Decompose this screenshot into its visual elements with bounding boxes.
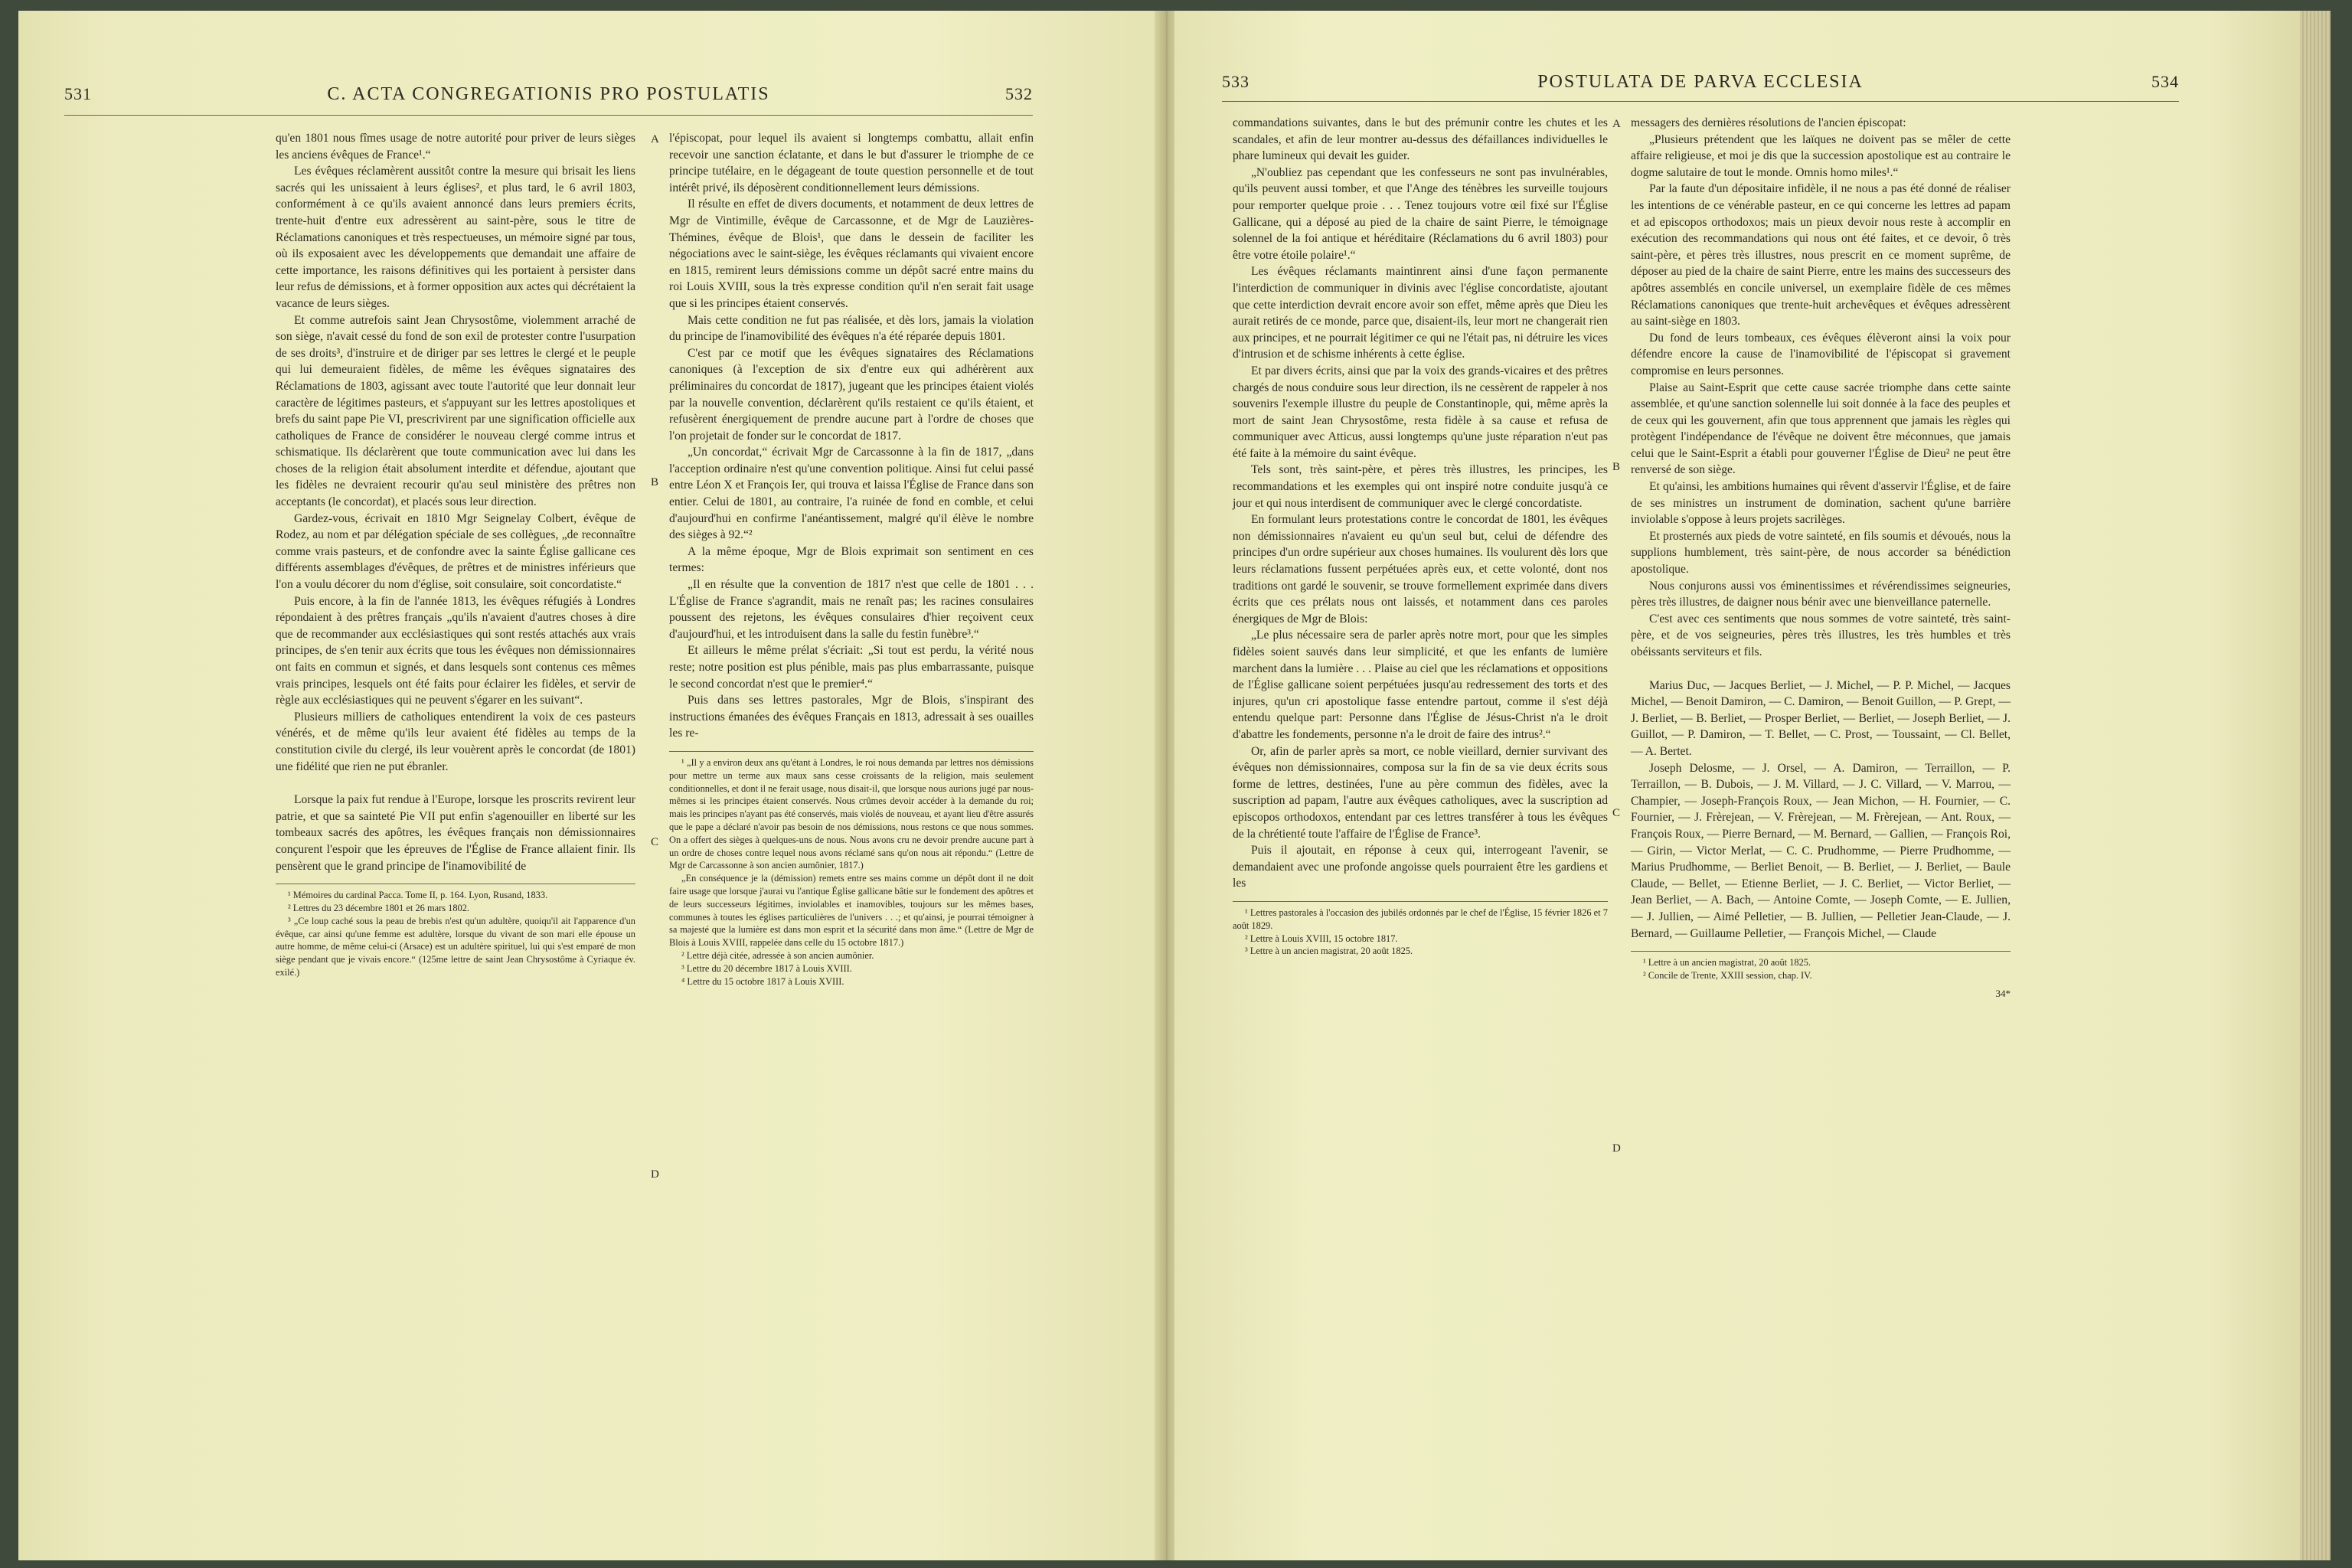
signatures <box>1631 678 2011 942</box>
footnote: ² Lettres du 23 décembre 1801 et 26 mars 1802. <box>288 902 470 913</box>
footnote: ¹ „Il y a environ deux ans qu'étant à Londres, le roi nous demanda par lettres nos démissions pour mettre un terme aux maux sans cesse croissants de la religion, mais seulement conditionnelles, et dont il ne ferait usage, nous disait-il, que lorsque nous aurions jugé par nous-mêmes si les principes étaient conservés. Nous crûmes devoir accéder à la demande du roi; mais les principes n'ayant pas été conservés, mais violés de nouveau, et ayant lieu d'être assurés que le pape a déclaré n'avoir pas besoin de nos démissions, nous restons ce que nous sommes. On a offert des sièges à quelques-uns de nous. Nous avons cru ne devoir prendre aucune part à un ordre de choses contre lequel nous avons réclamé sans qu'on nous ait répondu.“ (Lettre de Mgr de Carcassonne à son ancien aumônier, 1817.) <box>669 756 1034 871</box>
left-running-head <box>64 84 1033 105</box>
footnotes <box>276 884 635 979</box>
footnote: ³ Lettre du 20 décembre 1817 à Louis XVIII. <box>681 962 852 974</box>
footnotes <box>1233 901 1608 958</box>
margin-letter: D <box>651 1168 659 1181</box>
paragraph: Nous conjurons aussi vos éminentissimes et révérendissimes seigneuries, pères très illustres, de daigner nous bénir avec une bienveillance paternelle. <box>1631 579 2011 609</box>
open-book <box>18 11 2323 1560</box>
left-column-1 <box>276 130 635 979</box>
signature-mark: 34* <box>1995 987 2011 999</box>
paragraph: Et par divers écrits, ainsi que par la voix des grands-vicaires et des prêtres chargés de nous conduire sous leur direction, ils ne cessèrent de rappeler à nos souvenirs l'exemple illustre du peuple de Constantinople, qui, même après la mort de saint Jean Chrysostôme, resta fidèle à sa cause et refusa de communiquer avec Atticus, aussi longtemps qu'une juste réparation n'eut pas été faite à la mémoire du saint évêque. <box>1233 364 1608 460</box>
left-column-2 <box>669 130 1034 988</box>
paragraph: Et comme autrefois saint Jean Chrysostôme, violemment arraché de son siège, n'avait cessé du fond de son exil de protester contre l'usurpation de ses droits³, d'instruire et de diriger par ses lettres le clergé et le peuple qui lui demeuraient fidèles, de même les évêques signataires des Réclamations de 1803, agissant avec toute l'autorité que leur donnait leur caractère de légitimes pasteurs, et s'appuyant sur les lettres apostoliques et brefs du saint pape Pie VI, prescrivirent par une signification officielle aux catholiques de France de considérer le nouveau clergé comme intrus et schismatique. Ils déclarèrent que toute communication avec lui dans les choses de la religion était absolument interdite et défendue, ajoutant que les fidèles ne devraient recourir qu'au seul ministère des prêtres non acceptants (le concordat), et placés sous leur direction. <box>276 313 635 509</box>
paragraph: Or, afin de parler après sa mort, ce noble vieillard, dernier survivant des évêques non démissionnaires, composa sur la fin de sa vie deux écrits sous forme de lettres, destinées, l'une au père commun des fidèles, avec la suscription ad papam, l'autre aux évêques catholiques, avec la suscription ad episcopos orthodoxos, entendant par ces lettres transférer à tous les évêques de la chrétienté toute l'affaire de l'Église de France³. <box>1233 744 1608 841</box>
paragraph: Mais cette condition ne fut pas réalisée, et dès lors, jamais la violation du principe de l'inamovibilité des évêques n'a été réparée depuis 1801. <box>669 313 1034 344</box>
paragraph: „Plusieurs prétendent que les laïques ne doivent pas se mêler de cette affaire religieuse, et moi je dis que la succession apostolique est au contraire le dogme salutaire de tout le monde. Omnis homo miles¹.“ <box>1631 132 2011 179</box>
footnote: ² Concile de Trente, XXIII session, chap. IV. <box>1643 969 1812 981</box>
right-page <box>1174 11 2300 1560</box>
paragraph: Par la faute d'un dépositaire infidèle, il ne nous a pas été donné de réaliser les intentions de ce vénérable pasteur, en ce qui concerne les lettres ad papam et ad episcopos orthodoxos; mais un pieux devoir nous reste à accomplir en exécution des recommandations qui nous ont été faites, et ce devoir, ô très saint-père, et pères très illustres, nous prescrit en ce moment suprême, de déposer au pied de la chaire de saint Pierre, entre les mains des successeurs des apôtres assemblés en concile universel, un exemplaire fidèle de ces mêmes Réclamations canoniques que trente-huit archevêques et évêques adressèrent au saint-siège en 1803. <box>1631 182 2011 328</box>
paragraph: Plusieurs milliers de catholiques entendirent la voix de ces pasteurs vénérés, et de même qu'ils leur avaient été fidèles au temps de la constitution civile du clergé, ils leur vouèrent après le concordat (de 1801) une fidélité que rien ne put ébranler. <box>276 710 635 773</box>
right-column-2 <box>1631 115 2011 1001</box>
footnote: ¹ Mémoires du cardinal Pacca. Tome II, p. 164. Lyon, Rusand, 1833. <box>288 890 548 901</box>
paragraph: commandations suivantes, dans le but des prémunir contre les chutes et les scandales, et afin de leur montrer au-dessus des défaillances individuelles le phare lumineux qui devait les guider. <box>1233 116 1608 163</box>
paragraph: Du fond de leurs tombeaux, ces évêques élèveront ainsi la voix pour défendre encore la cause de l'inamovibilité de l'épiscopat si gravement compromise en leurs personnes. <box>1631 331 2011 377</box>
paragraph: Et prosternés aux pieds de votre sainteté, en fils soumis et dévoués, nous la supplions humblement, très saint-père, de nous accorder sa bénédiction apostolique. <box>1631 529 2011 577</box>
paragraph: Puis il ajoutait, en réponse à ceux qui, interrogeant l'avenir, se demandaient avec une profonde angoisse quels pourraient être les gardiens et les <box>1233 844 1608 890</box>
paragraph: „N'oubliez pas cependant que les confesseurs ne sont pas invulnérables, qu'ils peuvent aussi tomber, et que l'Ange des ténèbres les surveille toujours pour remporter quelque proie . . . Tenez toujours votre œil fixé sur l'Église Gallicane, qui a déposé au pied de la chaire de saint Pierre, le témoignage solennel de la foi antique et héréditaire (Réclamations du 6 avril 1803) pour être votre étoile polaire¹.“ <box>1233 165 1608 262</box>
margin-letter: A <box>651 133 659 145</box>
footnote: ³ „Ce loup caché sous la peau de brebis n'est qu'un adultère, quoiqu'il ait l'apparence d'un évêque, car ainsi qu'une femme est adultère, lorsque du vivant de son mari elle épouse un autre homme, de même celui-ci (Arsace) est un adultère spirituel, lui qui s'est emparé de mon siège pendant que je vivais encore.“ (125me lettre de saint Jean Chrysostôme à Cyriaque év. exilé.) <box>276 915 635 978</box>
paragraph: En formulant leurs protestations contre le concordat de 1801, les évêques non démissionnaires n'avaient eu qu'un seul but, celui de défendre des principes d'un ordre supérieur aux choses humaines. Ils voulurent dès lors que leurs réclamations fussent perpétuées après eux, et cette volonté, dont nos traditions ont gardé le souvenir, se trouve formellement exprimée dans divers écrits que ces prélats nous ont laissés, et notamment dans ces paroles énergiques de Mgr de Blois: <box>1233 513 1608 626</box>
right-column-1 <box>1233 115 1608 958</box>
left-head-rule <box>64 115 1033 116</box>
left-page <box>18 11 1159 1560</box>
footnote: ¹ Lettres pastorales à l'occasion des jubilés ordonnés par le chef de l'Église, 15 février 1826 et 7 août 1829. <box>1233 906 1608 931</box>
signature-list: Marius Duc, — Jacques Berliet, — J. Michel, — P. P. Michel, — Jacques Michel, — Benoit Damiron, — C. Damiron, — Benoit Guillon, — P. Grept, — J. Berliet, — B. Berliet, — Prosper Berliet, — Berliet, — Joseph Berliet, — J. Guillot, — P. Damiron, — T. Bellet, — C. Prost, — Toussaint, — Cl. Bellet, — A. Bertet. <box>1631 678 2011 758</box>
footnotes <box>669 751 1034 988</box>
footnotes <box>1631 951 2011 982</box>
paragraph: Et qu'ainsi, les ambitions humaines qui rêvent d'asservir l'Église, et de faire de ses ministres un instrument de domination, sachent qu'une barrière inviolable s'oppose à leurs projets sacrilèges. <box>1631 480 2011 527</box>
paragraph: qu'en 1801 nous fîmes usage de notre autorité pour priver de leurs sièges les anciens évêques de France¹.“ <box>276 132 635 162</box>
margin-letter: C <box>1612 807 1621 819</box>
paragraph: A la même époque, Mgr de Blois exprimait son sentiment en ces termes: <box>669 544 1034 575</box>
margin-letter: B <box>651 476 659 488</box>
page-stack-right <box>2300 11 2331 1560</box>
footnote: ¹ Lettre à un ancien magistrat, 20 août 1825. <box>1643 957 1811 969</box>
footnote: ² Lettre à Louis XVIII, 15 octobre 1817. <box>1245 933 1398 944</box>
paragraph: Et ailleurs le même prélat s'écriait: „Si tout est perdu, la vérité nous reste; notre position est plus pénible, mais pas plus embarrassante, puisque le second concordat n'est que le premier⁴.“ <box>669 644 1034 691</box>
margin-letter: B <box>1612 461 1621 473</box>
page-number-534: 534 <box>2151 72 2179 91</box>
paragraph: Il résulte en effet de divers documents, et notamment de deux lettres de Mgr de Vintimille, évêque de Carcassonne, et de Mgr de Lauzières-Thémines, évêque de Blois¹, que dans le dessein de faciliter les négociations avec le saint-siège, les évêques réclamants qui vivaient encore en 1815, remirent leurs démissions comme un dépôt sacré entre mains du roi Louis XVIII, sous la très expresse condition qu'il n'en serait fait usage que si les principes étaient conservés. <box>669 198 1034 310</box>
right-head-rule <box>1222 101 2179 102</box>
footnote: „En conséquence je la (démission) remets entre ses mains comme un dépôt dont il ne doit faire usage que lorsque j'aurai vu l'antique Église gallicane bâtie sur le fondement des apôtres et de leurs successeurs légitimes, inviolables et inamovibles, toujours sur les mêmes bases, communes à toutes les églises particulières de l'univers . . .; et qu'ainsi, je pourrai témoigner à sa majesté que la lumière est dans mon esprit et la sécurité dans mon âme.“ (Lettre de Mgr de Blois à Louis XVIII, rappelée dans celle du 15 octobre 1817.) <box>669 873 1034 949</box>
paragraph: messagers des dernières résolutions de l'ancien épiscopat: <box>1631 116 1906 129</box>
page-number-532: 532 <box>1004 84 1033 103</box>
paragraph: „Un concordat,“ écrivait Mgr de Carcassonne à la fin de 1817, „dans l'acception ordinaire n'est qu'une convention politique. Ainsi fut celui passé entre Léon X et François Ier, qui trouva et laissa l'Église de France dans son entier. Celui de 1801, au contraire, l'a ruinée de fond en comble, et celui d'aujourd'hui en confirme l'anéantissement, malgré qu'il élève le nombre des sièges à 92.“² <box>669 446 1034 542</box>
paragraph: Tels sont, très saint-père, et pères très illustres, les principes, les recommandations et les exemples qui ont inspiré notre conduite jusqu'à ce jour et qui nous interdisent de communiquer avec le clergé concordatiste. <box>1233 463 1608 510</box>
paragraph: „Il en résulte que la convention de 1817 n'est que celle de 1801 . . . L'Église de France s'agrandit, mais ne renaît pas; les racines consulaires poussent des rejetons, les évêques consulaires d'hier reçoivent ceux d'aujourd'hui, et les introduisent dans la salle du festin funèbre³.“ <box>669 578 1034 641</box>
paragraph: Lorsque la paix fut rendue à l'Europe, lorsque les proscrits revirent leur patrie, et que sa sainteté Pie VII put enfin s'agenouiller en liberté sur les tombeaux sacrés des apôtres, les évêques français non démissionnaires conçurent l'espoir que les épreuves de l'Église de France allaient finir. Ils pensèrent que le grand principe de l'inamovibilité de <box>276 793 635 873</box>
footnote: ⁴ Lettre du 15 octobre 1817 à Louis XVIII. <box>681 975 844 987</box>
margin-letter: D <box>1612 1142 1621 1155</box>
margin-letter: C <box>651 836 659 848</box>
right-running-title: POSTULATA DE PARVA ECCLESIA <box>1537 72 1864 92</box>
paragraph: C'est par ce motif que les évêques signataires des Réclamations canoniques (à l'exception de six d'entre eux qui adhérèrent aux préliminaires du concordat de 1817), jugeant que les principes étaient violés par la nouvelle convention, déclarèrent qu'ils restaient ce qu'ils étaient, et refusèrent énergiquement de prendre aucune part à l'ordre de choses que l'on projetait de fonder sur le concordat de 1817. <box>669 346 1034 443</box>
right-running-head <box>1222 72 2179 93</box>
left-running-title: C. ACTA CONGREGATIONIS PRO POSTULATIS <box>327 84 770 104</box>
paragraph: „Le plus nécessaire sera de parler après notre mort, pour que les simples fidèles soient sauvés dans leur simplicité, et que les enfants de lumière marchent dans la lumière . . . Plaise au ciel que les réclamations et oppositions de l'Église gallicane soient perpétuées jusqu'au redressement des torts et des injures, qu'un cri apostolique fasse entendre partout, comme il s'est déjà entendu quelque part: Personne dans l'Église de Jésus-Christ n'a le droit d'abattre les fondements, personne n'a le droit de faire des intrus².“ <box>1233 629 1608 741</box>
page-number-531: 531 <box>64 84 92 103</box>
paragraph: Les évêques réclamèrent aussitôt contre la mesure qui brisait les liens sacrés qui les unissaient à leurs églises², et plus tard, le 6 avril 1803, conformément à ce qu'ils avaient annoncé dans leurs premiers écrits, trente-huit d'entre eux adressèrent au saint-père, sous le titre de Réclamations canoniques et très respectueuses, un mémoire signé par tous, où ils exposaient avec les développements que demandait une affaire de cette importance, les raisons définitives qui les portaient à persister dans leur refus de démissions, et à former opposition aux actes qui décrétaient la vacance de leurs sièges. <box>276 165 635 310</box>
page-number-533: 533 <box>1222 72 1250 91</box>
signature-list: Joseph Delosme, — J. Orsel, — A. Damiron, — Terraillon, — P. Terraillon, — B. Dubois, — J. M. Villard, — J. C. Villard, — V. Marrou, — Champier, — Joseph-François Roux, — Jean Michon, — H. Fournier, — C. Fournier, — J. Frèrejean, — V. Frèrejean, — M. Frèrejean, — Ant. Roux, — François Roux, — Pierre Bernard, — M. Bernard, — Gallien, — François Roi, — Girin, — Victor Merlat, — C. C. Prudhomme, — Pierre Prudhomme, — Marius Prudhomme, — Berliet Benoit, — B. Berliet, — J. Berliet, — Baule Claude, — Bellet, — Etienne Berliet, — J. C. Berliet, — Victor Berliet, — Jean Berliet, — A. Bach, — Antoine Comte, — Joseph Comte, — E. Jullien, — J. Jullien, — Aimé Pelletier, — B. Jullien, — Pelletier Jean-Claude, — J. Bernard, — Guillaume Pelletier, — François Michel, — Claude <box>1631 761 2011 940</box>
footnote: ² Lettre déjà citée, adressée à son ancien aumônier. <box>681 949 874 961</box>
margin-letter: A <box>1612 118 1621 130</box>
paragraph: C'est avec ces sentiments que nous sommes de votre sainteté, très saint-père, et de vos seigneuries, pères très illustres, les très humbles et très obéissants serviteurs et fils. <box>1631 612 2011 658</box>
paragraph: Les évêques réclamants maintinrent ainsi d'une façon permanente l'interdiction de communiquer in divinis avec l'église concordatiste, ajoutant que cette interdiction devrait encore avoir son effet, même après que Dieu les aurait retirés de ce monde, parce que, disaient-ils, leur mort ne changerait rien aux principes, et ne pourrait légitimer ce qui ne l'était pas, ni détruire les vices d'intrusion et de schisme inhérents à cette église. <box>1233 265 1608 361</box>
paragraph: Puis dans ses lettres pastorales, Mgr de Blois, s'inspirant des instructions émanées des évêques Français en 1813, adressait à ses ouailles les re- <box>669 694 1034 740</box>
footnote: ³ Lettre à un ancien magistrat, 20 août 1825. <box>1245 946 1413 957</box>
paragraph: Puis encore, à la fin de l'année 1813, les évêques réfugiés à Londres répondaient à des prêtres français „qu'ils n'avaient d'autres choses à dire que de recommander aux ecclésiastiques qui sont restés attachés aux vrais principes, de s'en tenir aux écrits que tous les évêques non démissionnaires ont faits en commun et signés, et dans lesquels sont contenus ces mêmes vrais principes, lesquels ont été faits pour éclairer les fidèles, et servir de règle aux ecclésiastiques qui ne peuvent s'égarer en les suivant“. <box>276 594 635 707</box>
paragraph: Gardez-vous, écrivait en 1810 Mgr Seignelay Colbert, évêque de Rodez, au nom et par délégation spéciale de ses collègues, „de reconnaître comme vrais pasteurs, et de confondre avec la sainte Église gallicane ces différents assemblages d'évêques, de prêtres et de ministres inférieurs que l'on a voulu décorer du nom d'église, soit consulaire, soit concordatiste.“ <box>276 511 635 592</box>
paragraph: l'épiscopat, pour lequel ils avaient si longtemps combattu, allait enfin recevoir une sanction éclatante, et dans le but d'assurer le triomphe de ce principe tutélaire, en le dégageant de toute question personnelle et de tout intérêt privé, ils déposèrent conditionnellement leurs démissions. <box>669 132 1034 194</box>
paragraph: Plaise au Saint-Esprit que cette cause sacrée triomphe dans cette sainte assemblée, et qu'une sanction solennelle lui soit donnée à la face des peuples et de ceux qui les gouvernent, afin que tous apprennent que jamais les règles qui protègent l'indépendance de l'évêque ne doivent être méconnues, que jamais celui que le Saint-Esprit a établi pour gouverner l'Église de Dieu² ne peut être renversé de son siège. <box>1631 381 2011 477</box>
